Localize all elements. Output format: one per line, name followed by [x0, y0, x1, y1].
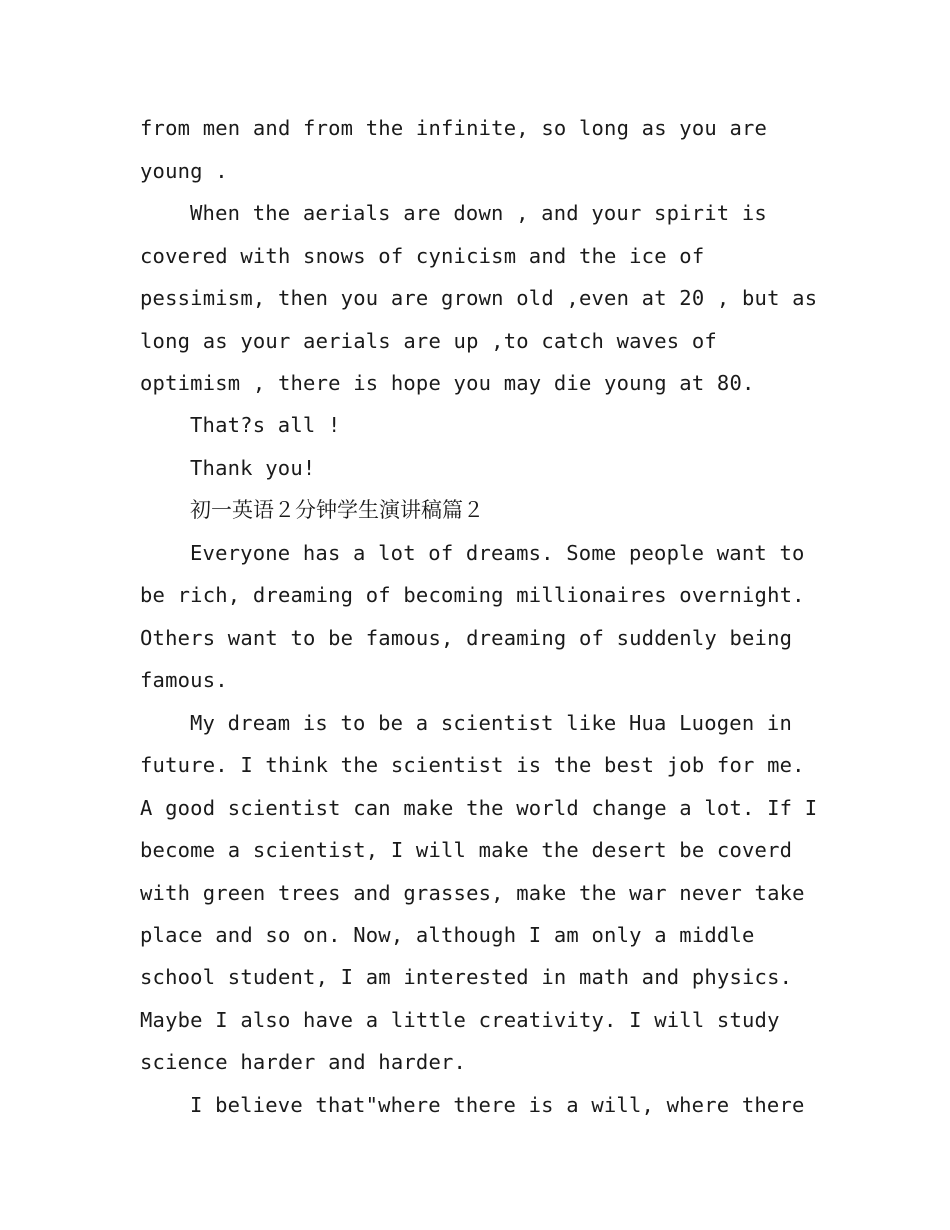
text-line: pessimism, then you are grown old ,even at 20 , but as	[140, 286, 818, 310]
text-line: famous.	[140, 668, 228, 692]
text-line: young .	[140, 159, 228, 183]
text-line: My dream is to be a scientist like Hua Luogen in	[190, 711, 793, 735]
text-line: That?s all !	[190, 413, 341, 437]
text-line: A good scientist can make the world change a lot. If I	[140, 796, 818, 820]
text-line: long as your aerials are up ,to catch waves of	[140, 329, 717, 353]
text-line: optimism , there is hope you may die young at 80.	[140, 371, 755, 395]
section-heading: 初一英语２分钟学生演讲稿篇２	[190, 498, 484, 522]
text-line: Everyone has a lot of dreams. Some people want to	[190, 541, 805, 565]
text-line: science harder and harder.	[140, 1050, 467, 1074]
text-line: I believe that"where there is a will, where there	[190, 1093, 805, 1117]
text-line: be rich, dreaming of becoming millionaires overnight.	[140, 583, 805, 607]
text-line: When the aerials are down , and your spirit is	[190, 201, 767, 225]
text-line: future. I think the scientist is the best job for me.	[140, 753, 805, 777]
text-line: become a scientist, I will make the desert be coverd	[140, 838, 793, 862]
text-line: place and so on. Now, although I am only a middle	[140, 923, 755, 947]
text-line: covered with snows of cynicism and the ice of	[140, 244, 705, 268]
text-line: Maybe I also have a little creativity. I will study	[140, 1008, 780, 1032]
text-line: from men and from the infinite, so long as you are	[140, 116, 768, 140]
text-line: school student, I am interested in math and physics.	[140, 965, 793, 989]
text-line: Thank you!	[190, 456, 316, 480]
text-line: Others want to be famous, dreaming of suddenly being	[140, 626, 793, 650]
text-line: with green trees and grasses, make the war never take	[140, 881, 805, 905]
